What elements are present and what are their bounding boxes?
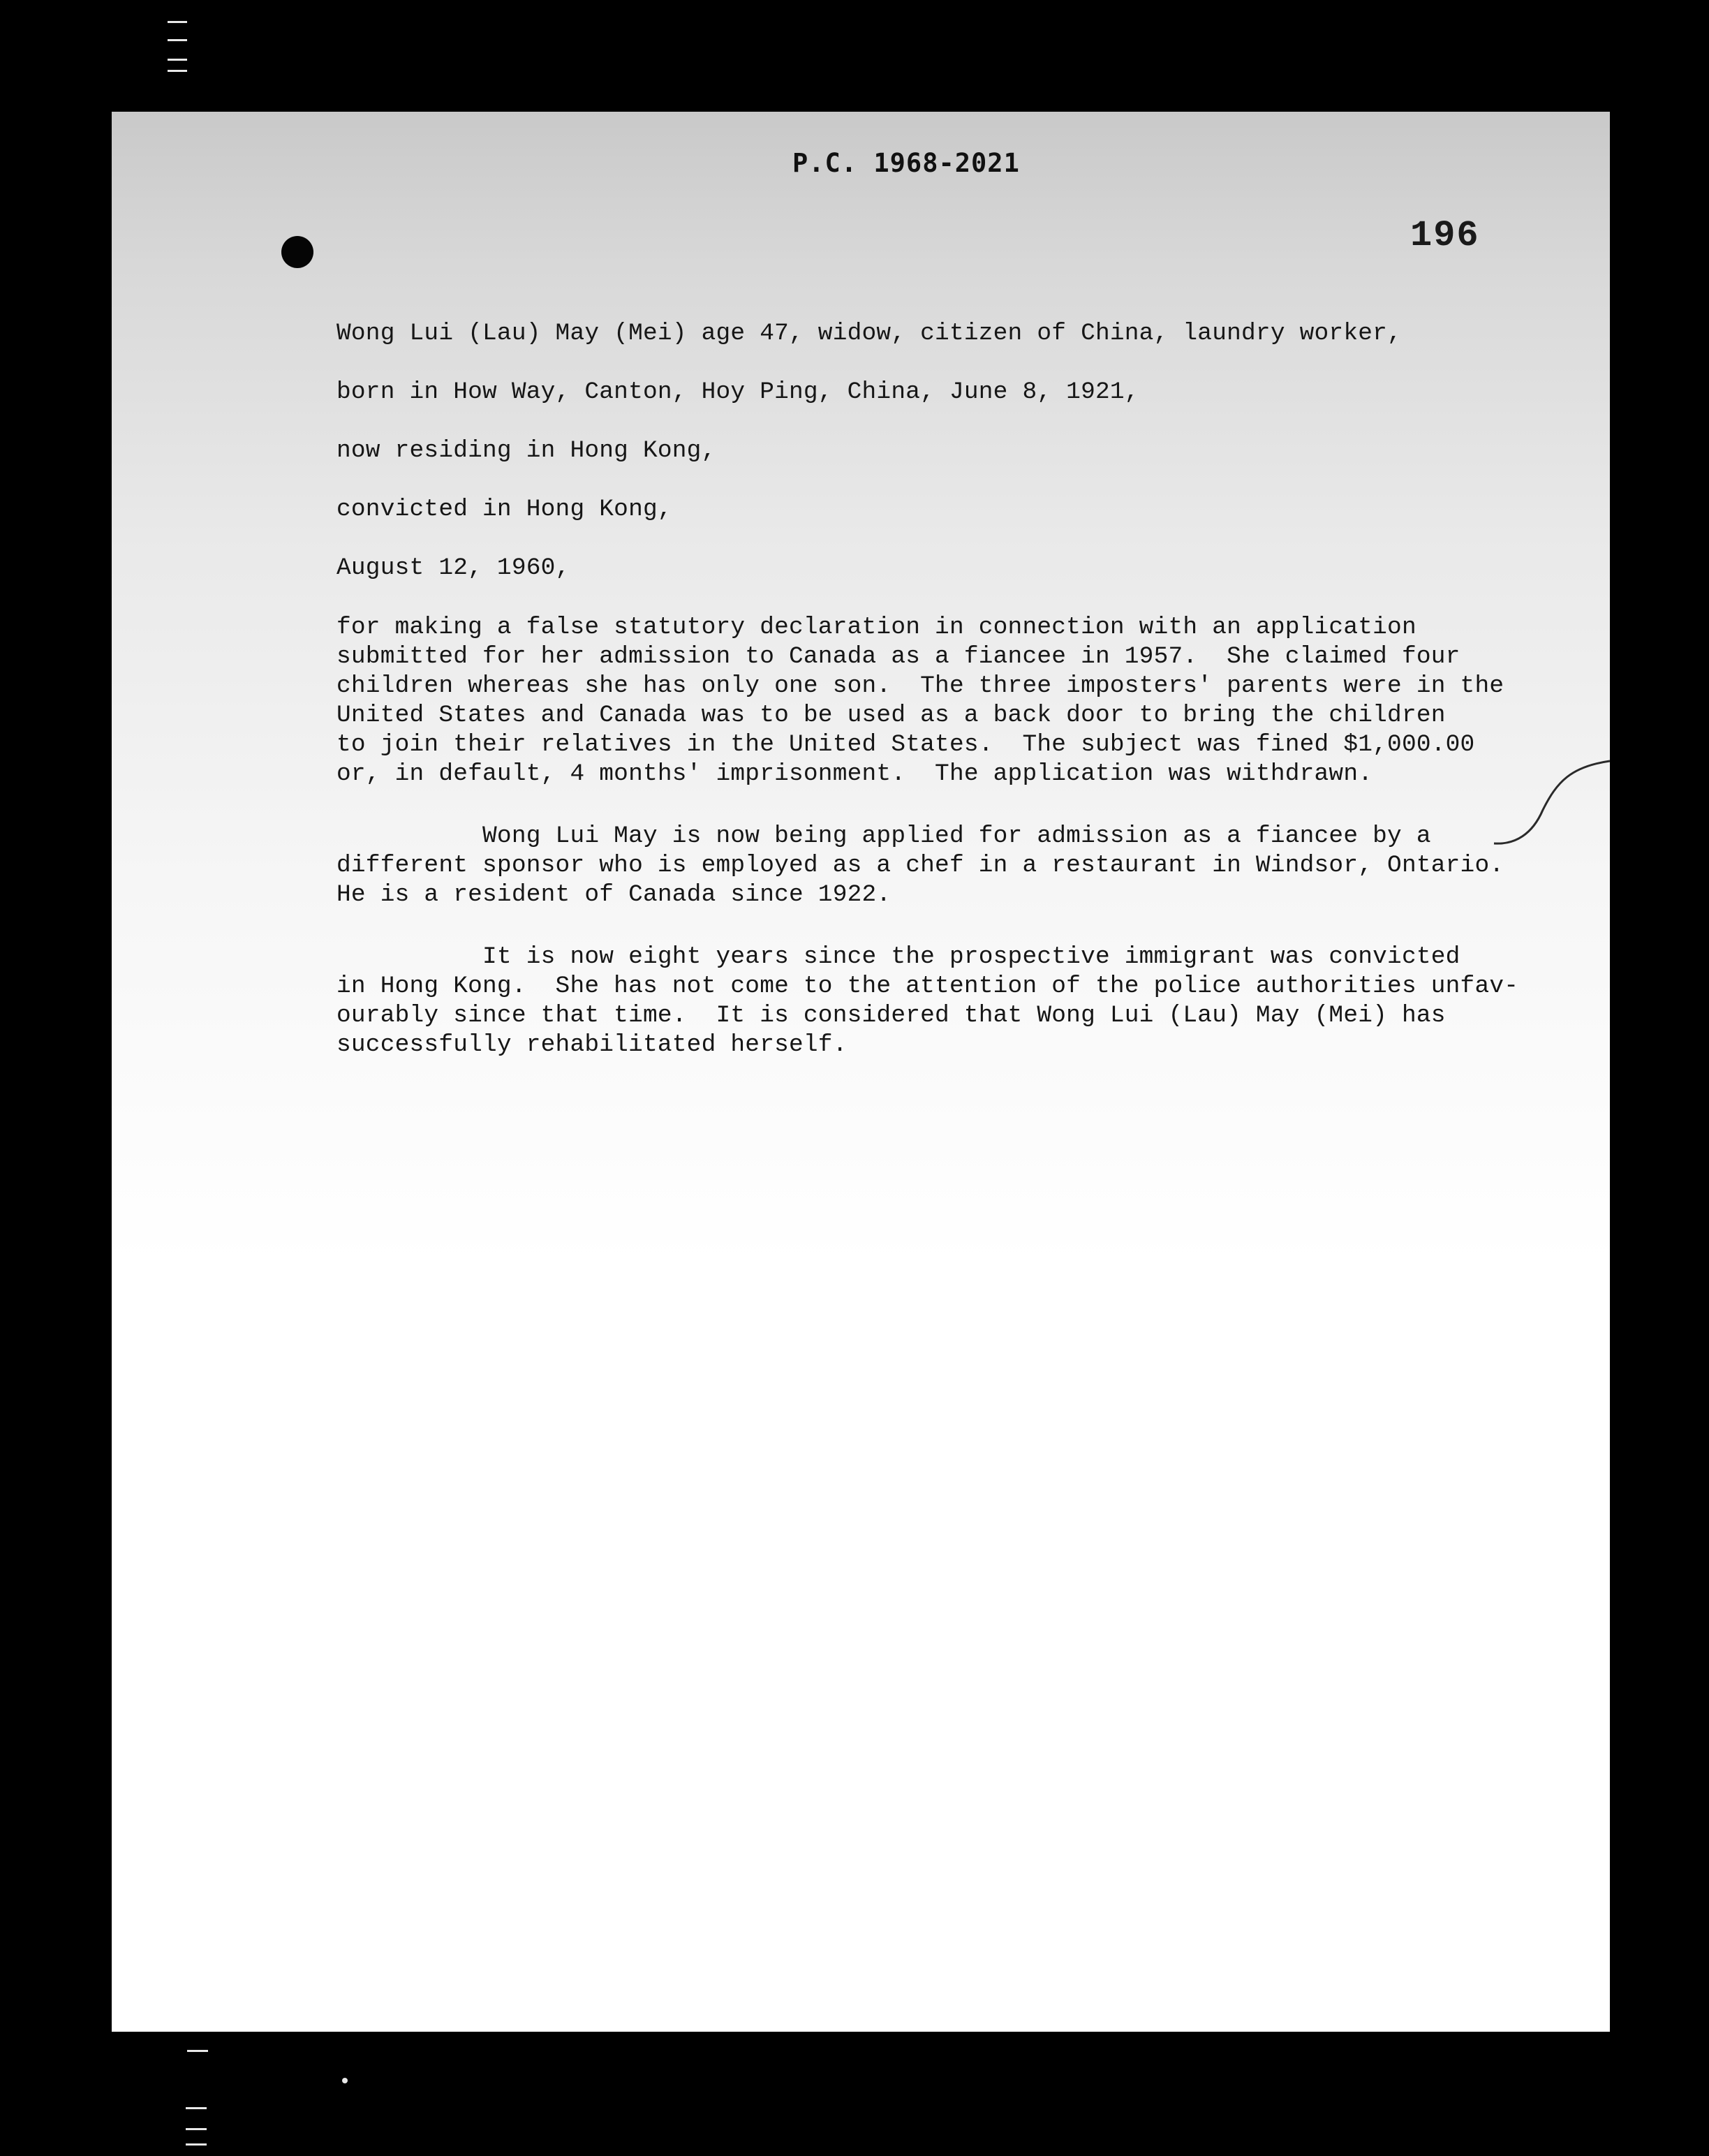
film-edge-mark [168,21,187,23]
rehabilitation-paragraph: It is now eight years since the prospective immigrant was convicted in Hong Kong. She has not come to the attention of the police authorities unfav- ourably since that time. It is considered that Wong Lui (Lau) May (Mei) has successfully rehabilitated herself. [336,943,1519,1058]
film-edge-mark [186,2107,207,2109]
film-edge-mark [186,2128,207,2130]
film-edge-mark [168,59,187,61]
film-edge-mark [168,70,187,72]
conviction-date-line: August 12, 1960, [336,554,570,582]
subject-identity-line: Wong Lui (Lau) May (Mei) age 47, widow, citizen of China, laundry worker, [336,320,1402,347]
new-application-paragraph: Wong Lui May is now being applied for admission as a fiancee by a different sponsor who is employed as a chef in a restaurant in Windsor, Ontario. He is a resident of Canada since 1922. [336,822,1504,908]
page-number: 196 [1410,215,1480,256]
order-in-council-reference: P.C. 1968-2021 [792,148,1020,178]
offence-paragraph: for making a false statutory declaration in connection with an application submitted for her admission to Canada as a fiancee in 1957. She claimed four children whereas she has only one son. The three imposters' parents were in the United States and Canada was to be used as a back door to bring the children to join their relatives in the United States. The subject was fined $1,000.00 or, in default, 4 months' imprisonment. The application was withdrawn. [336,614,1504,788]
film-edge-dot [342,2078,348,2083]
handwritten-mark [112,112,1610,2032]
residence-line: now residing in Hong Kong, [336,437,716,464]
film-edge-mark [168,39,187,41]
document-sheet [112,112,1610,2032]
birth-details-line: born in How Way, Canton, Hoy Ping, China, June 8, 1921, [336,378,1139,406]
conviction-place-line: convicted in Hong Kong, [336,496,672,523]
film-edge-mark [187,2050,208,2052]
film-edge-mark [186,2143,207,2146]
